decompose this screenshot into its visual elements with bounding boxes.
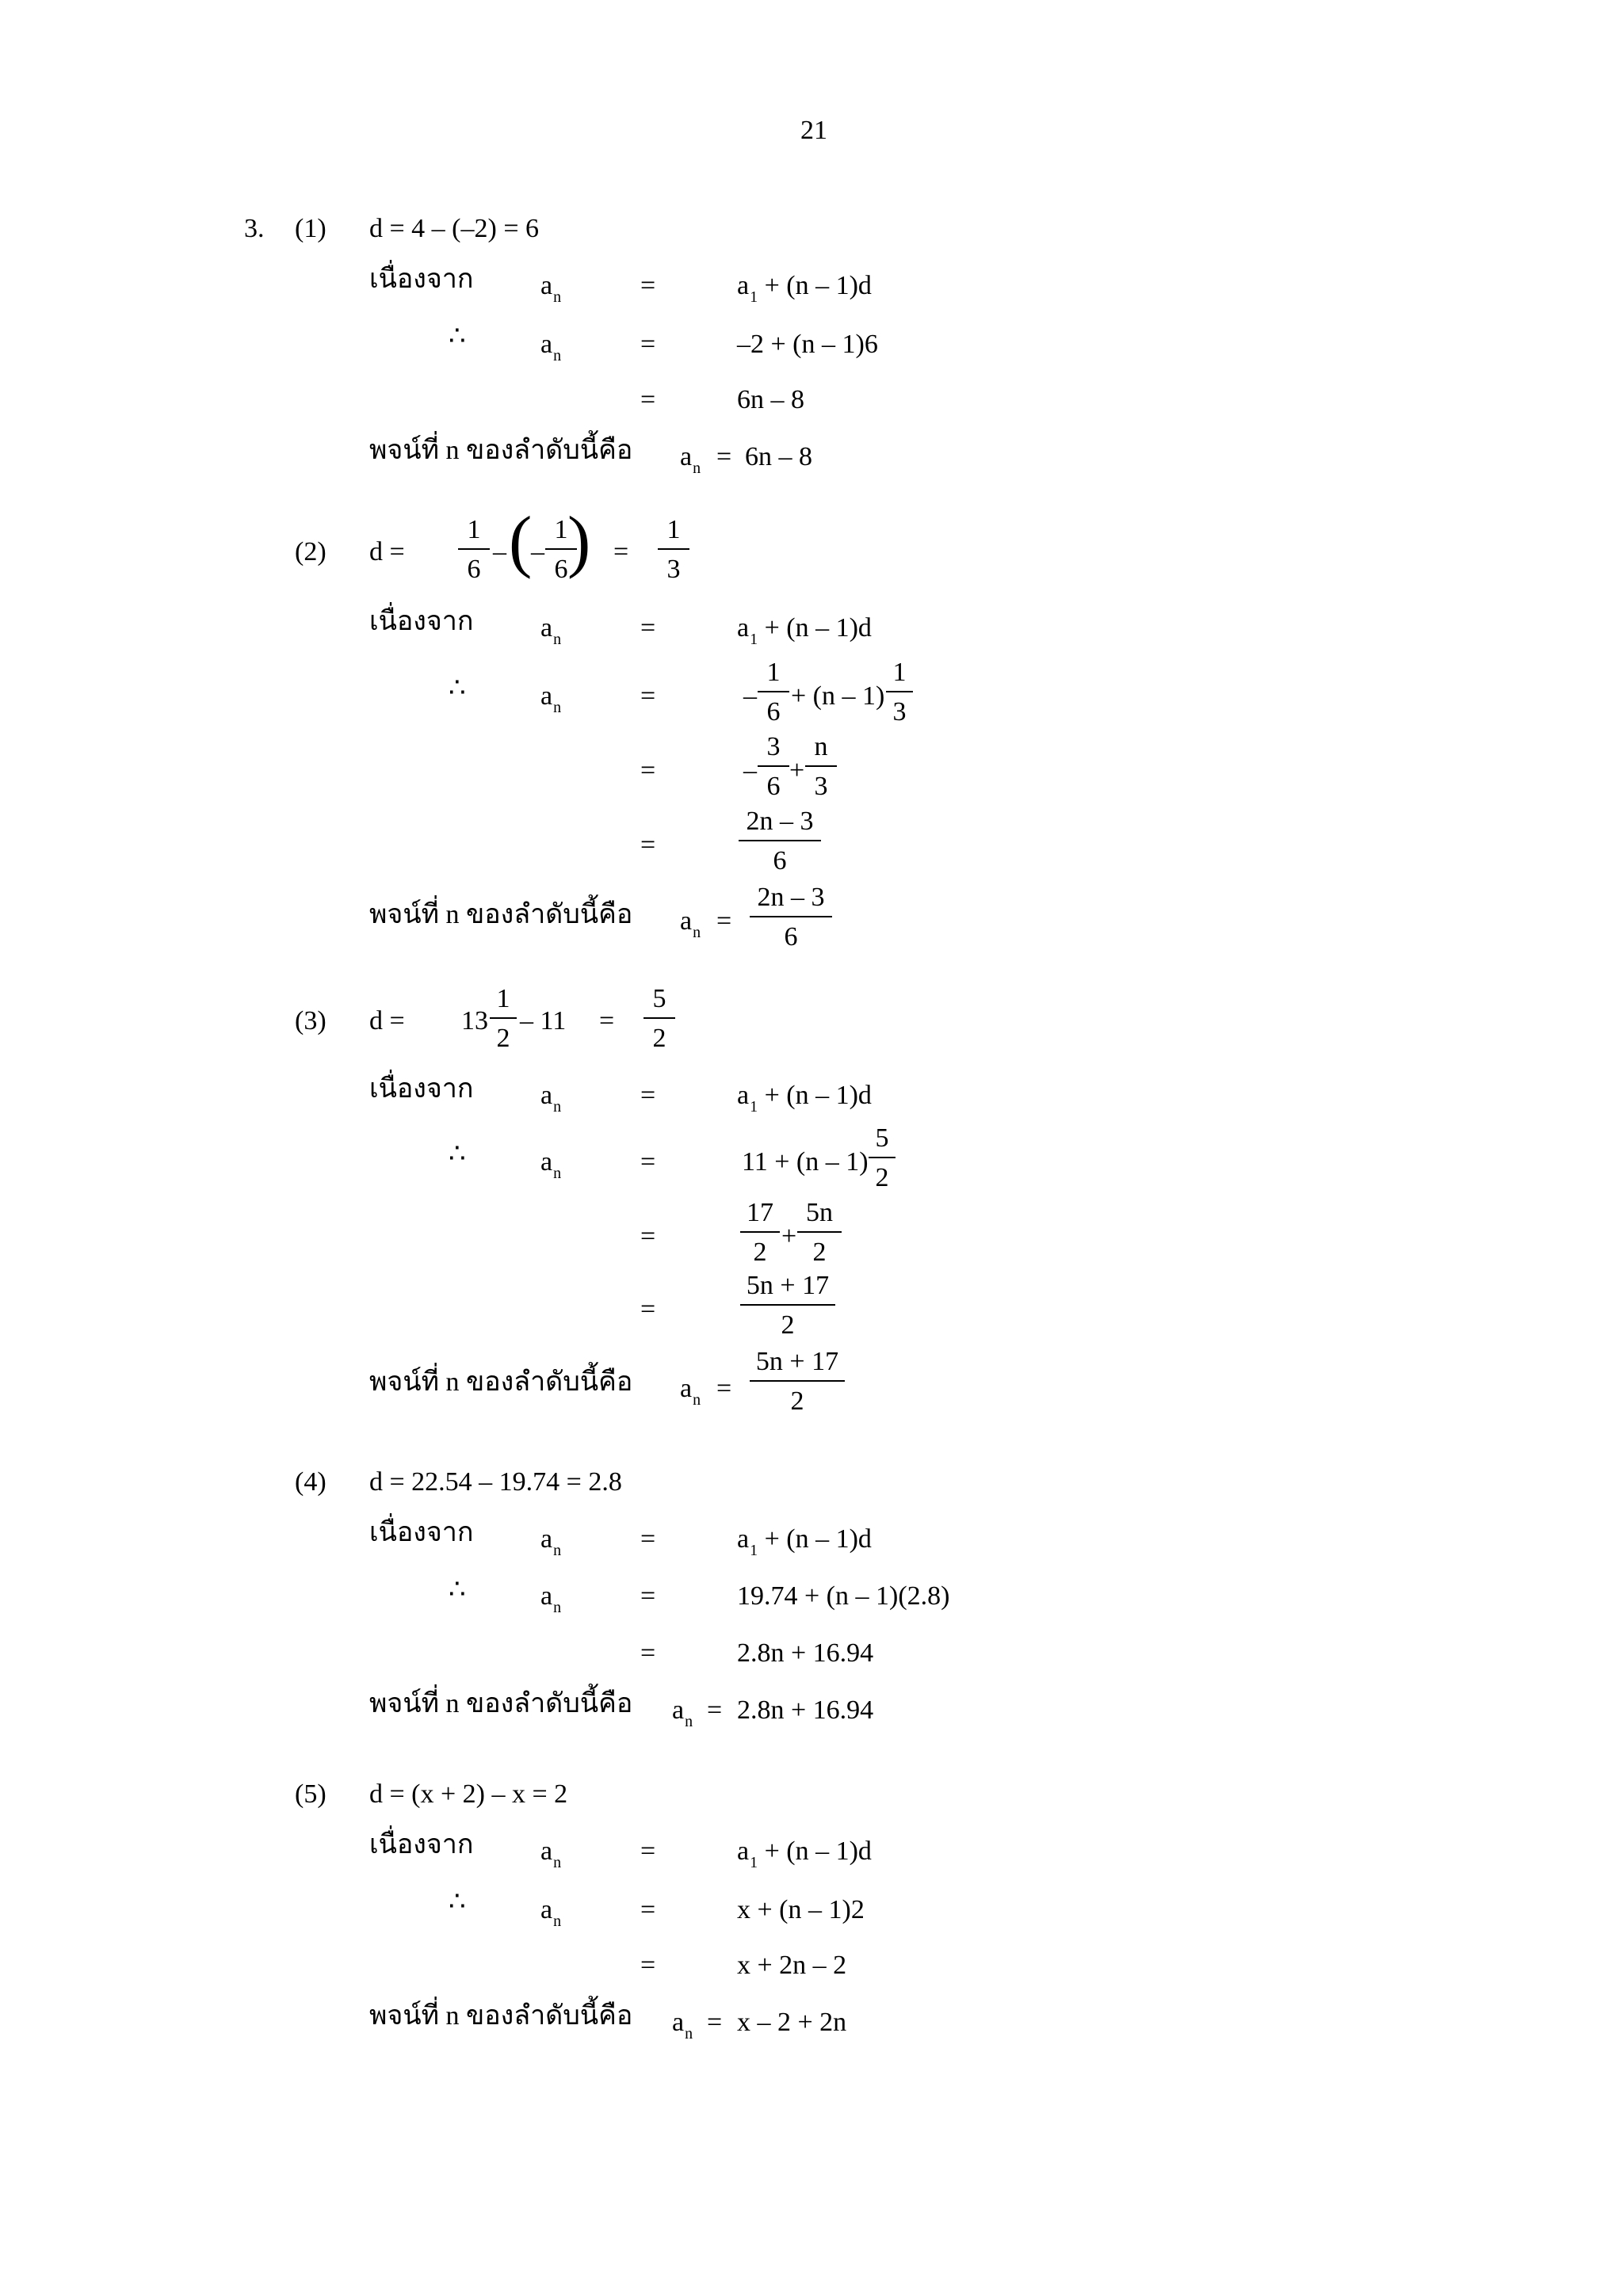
fraction: 5n + 17 2 [740,1272,835,1339]
equals-sign: = [640,1836,656,1866]
since-label: เนื่องจาก [369,607,474,636]
nth-term-label: พจน์ที่ n ของลำดับนี้คือ [369,436,633,465]
nth-term-label: พจน์ที่ n ของลำดับนี้คือ [369,2001,633,2031]
part-4-substitution: 19.74 + (n – 1)(2.8) [737,1581,950,1611]
part-1-label: (1) [295,214,327,243]
part-5-substitution: x + (n – 1)2 [737,1895,865,1924]
a-n-symbol: $a_n$ [540,1836,562,1871]
therefore-symbol: ∴ [449,322,466,351]
general-formula: $a_1 + (n - 1)d$ [737,1836,872,1871]
part-5-label: (5) [295,1779,327,1809]
equals-sign: = [640,756,656,785]
a-n-symbol: $a_n$ [540,1581,562,1616]
nth-term-label: พจน์ที่ n ของลำดับนี้คือ [369,900,633,929]
fraction: 3 6 [758,734,789,800]
fraction: 17 2 [740,1199,780,1266]
fraction: 5n 2 [797,1199,842,1266]
equals-sign: = [707,1695,723,1725]
fraction: 1 3 [886,659,913,726]
a-n-symbol: $a_n$ [680,442,701,477]
therefore-symbol: ∴ [449,1139,466,1169]
since-label: เนื่องจาก [369,1518,474,1547]
part-4-label: (4) [295,1467,327,1497]
a-n-symbol: $a_n$ [672,2008,693,2042]
equals-sign: = [716,442,732,471]
equals-sign: = [640,330,656,359]
therefore-symbol: ∴ [449,673,466,703]
equals-sign: = [640,1581,656,1611]
a-n-symbol: $a_n$ [680,1374,701,1409]
part-5-d-line: d = (x + 2) – x = 2 [369,1779,568,1809]
part-1-substitution: –2 + (n – 1)6 [737,330,878,359]
right-paren: ) [567,503,591,580]
equals-sign: = [640,1524,656,1554]
a-n-symbol: $a_n$ [540,330,562,364]
part-4-d-line: d = 22.54 – 19.74 = 2.8 [369,1467,622,1497]
equals-sign: = [716,1374,732,1403]
general-formula: $a_1 + (n - 1)d$ [737,613,872,648]
equals-sign: = [640,385,656,414]
a-n-symbol: $a_n$ [540,1524,562,1559]
part-4-simplified: 2.8n + 16.94 [737,1638,874,1668]
mixed-whole: 13 [461,1006,488,1035]
equals-sign: = [716,906,732,936]
part-3-d-prefix: d = [369,1006,405,1035]
general-formula: $a_1 + (n - 1)d$ [737,271,872,306]
part-2-label: (2) [295,537,327,566]
therefore-symbol: ∴ [449,1887,466,1917]
a-n-symbol: $a_n$ [540,681,562,716]
plus-sign: + [781,1222,797,1251]
since-label: เนื่องจาก [369,1074,474,1104]
a-n-symbol: $a_n$ [672,1695,693,1730]
general-formula: $a_1 + (n - 1)d$ [737,1524,872,1559]
fraction: 1 6 [758,659,789,726]
problem-number: 3. [244,214,265,243]
fraction: 1 2 [490,986,517,1052]
part-2-d-prefix: d = [369,537,405,566]
fraction: 1 3 [658,517,689,583]
fraction: 2n – 3 6 [750,884,832,951]
a-n-symbol: $a_n$ [680,906,701,941]
part-3-sub-prefix: 11 + (n – 1) [742,1147,869,1177]
since-label: เนื่องจาก [369,265,474,294]
equals-sign: = [613,537,629,566]
part-3-label: (3) [295,1006,327,1035]
part-1-result: 6n – 8 [745,442,812,471]
fraction: 5n + 17 2 [750,1348,845,1415]
part-2-sub-middle: + (n – 1) [791,681,885,711]
nth-term-label: พจน์ที่ n ของลำดับนี้คือ [369,1367,633,1397]
equals-sign: = [640,1222,656,1251]
equals-sign: = [640,1638,656,1668]
minus-sign: – [743,681,757,711]
a-n-symbol: $a_n$ [540,1081,562,1116]
part-3-d-rest: – 11 [520,1006,567,1035]
plus-sign: + [789,756,805,785]
part-4-result: 2.8n + 16.94 [737,1695,874,1725]
therefore-symbol: ∴ [449,1575,466,1604]
part-5-simplified: x + 2n – 2 [737,1951,847,1980]
equals-sign: = [707,2008,723,2037]
fraction: 2n – 3 6 [739,808,821,875]
equals-sign: = [640,681,656,711]
part-1-d-line: d = 4 – (–2) = 6 [369,214,539,243]
a-n-symbol: $a_n$ [540,613,562,648]
left-paren: ( [509,503,533,580]
equals-sign: = [640,1081,656,1110]
fraction: 5 2 [643,986,675,1052]
equals-sign: = [640,1951,656,1980]
part-5-result: x – 2 + 2n [737,2008,847,2037]
fraction: 1 6 [458,517,490,583]
equals-sign: = [640,613,656,643]
equals-sign: = [640,271,656,300]
minus-sign: – [531,537,544,566]
equals-sign: = [640,1895,656,1924]
a-n-symbol: $a_n$ [540,271,562,306]
equals-sign: = [640,1147,656,1177]
a-n-symbol: $a_n$ [540,1895,562,1930]
fraction: n 3 [805,734,837,800]
part-1-simplified: 6n – 8 [737,385,804,414]
equals-sign: = [640,1295,656,1324]
general-formula: $a_1 + (n - 1)d$ [737,1081,872,1116]
since-label: เนื่องจาก [369,1830,474,1859]
nth-term-label: พจน์ที่ n ของลำดับนี้คือ [369,1689,633,1718]
minus-sign: – [743,756,757,785]
equals-sign: = [640,830,656,860]
fraction: 5 2 [869,1125,896,1192]
page-number: 21 [800,116,827,145]
minus-sign: – [493,537,506,566]
fraction: 1 6 [545,517,577,583]
a-n-symbol: $a_n$ [540,1147,562,1182]
equals-sign: = [599,1006,615,1035]
